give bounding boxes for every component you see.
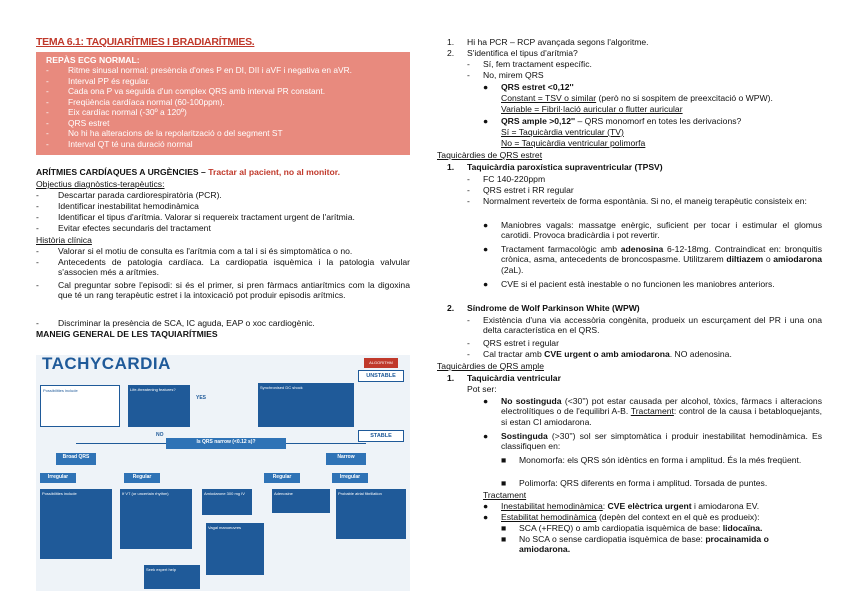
stable-label: STABLE: [358, 430, 404, 442]
arritmies-heading: [36, 167, 340, 177]
tachycardia-algorithm-image: [36, 355, 410, 591]
list-item: - Eix cardíac normal (-30º a 120º): [68, 107, 410, 118]
list-item: ■ No SCA o sense cardiopatia isquèmica de base: procainamida o amiodarona.: [501, 534, 769, 555]
flow-box: Amiodarone 300 mg IV: [202, 489, 252, 515]
objectius-title: Objectius diagnòstics-terapèutics:: [36, 179, 165, 189]
list-item: - Antecedents de patologia cardíaca. La cardiopatia isquèmica i la patologia valvular s'associen més a arítmies.: [36, 257, 410, 278]
list-item: Constant = TSV o similar (però no si sospitem de preexcitació o WPW).: [501, 93, 773, 103]
list-item: Tractament: [483, 490, 527, 500]
flow-box: Life-threatening features?: [128, 385, 190, 427]
list-item: - Freqüència cardíaca normal (60-100ppm).: [68, 97, 410, 108]
list-item: - Cal preguntar sobre l'episodi: si és el primer, si pren fàrmacs antiarítmics com la digoxina que té un rang terapèutic estret i la intoxicació pot produir episodis arítmics.: [36, 280, 410, 301]
list-item: ● CVE si el pacient està inestable o no funcionen les maniobres anteriors.: [483, 279, 775, 289]
list-item: - QRS estret: [68, 118, 410, 129]
flow-box: Probable atrial fibrillation: [336, 489, 406, 539]
flow-box: Synchronised DC shock: [258, 383, 354, 427]
flow-box: Vagal manoeuvres: [206, 523, 264, 575]
list-item: ● Sostinguda (>30'') sol ser simptomàtica i produir inestabilitat hemodinàmica. Es classifiquen en:: [483, 431, 822, 452]
flow-box: Broad QRS: [56, 453, 96, 465]
flow-box: Regular: [124, 473, 160, 483]
flow-box: Irregular: [40, 473, 76, 483]
ecg-review-heading: REPÀS ECG NORMAL:: [46, 55, 140, 65]
flow-box: Narrow: [326, 453, 366, 465]
flow-box: Possibilities include: [40, 489, 112, 559]
ecg-review-box: [36, 52, 410, 155]
flow-box: Regular: [264, 473, 300, 483]
flow-box: Seek expert help: [144, 565, 200, 589]
flow-label: YES: [196, 395, 207, 401]
section-title: Taquicàrdies de QRS estret: [437, 150, 543, 160]
arrow: [76, 443, 166, 444]
list-item: Pot ser:: [467, 384, 497, 394]
list-item: - Cada ona P va seguida d'un complex QRS amb interval PR constant.: [68, 86, 410, 97]
algorithm-title: TACHYCARDIA: [42, 355, 171, 373]
flow-box: Irregular: [332, 473, 368, 483]
flow-box: Possibilities include: [40, 385, 120, 427]
flow-box: Is QRS narrow (<0.12 s)?: [166, 438, 286, 449]
list-item: ● Tractament farmacològic amb adenosina 6-12-18mg. Contraindicat en: bronquitis crònica, asma, antecedents de broncospasme. Utilitzarem diltiazem o amiodarona (2aL).: [483, 244, 823, 275]
list-item: ■ Monomorfa: els QRS són idèntics en forma i amplitud. És la més freqüent.: [501, 455, 802, 465]
list-item: - Interval PP és regular.: [68, 76, 410, 87]
list-item: - Ritme sinusal normal: presència d'ones P en DI, DII i aVF i negativa en aVR.: [68, 65, 410, 76]
list-item: ■ Polimorfa: QRS diferents en forma i amplitud. Torsada de puntes.: [501, 478, 768, 488]
page-title: TEMA 6.1: TAQUIARÍTMIES I BRADIARÍTMIES.: [36, 36, 255, 48]
heading-highlight: Tractar al pacient, no al monitor.: [208, 167, 341, 177]
flow-box: If VT (or uncertain rhythm): [120, 489, 192, 549]
list-item: ● No sostinguda (<30'') pot estar causada per alcohol, tòxics, fàrmacs i alteracions electrolítiques o de l'equilibri A-B. Tractament: control de la causa i betabloquejants, si estan CI amiodarona.: [483, 396, 823, 427]
unstable-label: UNSTABLE: [358, 370, 404, 382]
list-item: - Normalment reverteix de forma espontània. Si no, el maneig terapèutic consisteix en:: [467, 196, 807, 206]
list-item: Variable = Fibril·lació auricular o flutter auricular: [501, 104, 683, 114]
ecg-review-list: [36, 65, 410, 149]
list-item: ● Maniobres vagals: massatge enèrgic, suficient per tocar i estimular el glomus carotidi. Provoca bradicàrdia i pot revertir.: [483, 220, 822, 241]
flow-box: Adenosine: [272, 489, 330, 513]
section-title: Taquicàrdies de QRS ample: [437, 361, 544, 371]
list-item: - Valorar si el motiu de consulta es l'arítmia com a tal i si és simptomàtica o no.: [36, 246, 353, 256]
list-item: - Existència d'una via accessòria congènita, produeix un escurçament del PR i una ona delta característica en el QRS.: [467, 315, 822, 336]
list-item: Sí = Taquicàrdia ventricular (TV): [501, 127, 624, 137]
flow-label: NO: [156, 432, 164, 438]
section-heading: ARÍTMIES CARDÍAQUES A URGÈNCIES –: [36, 167, 206, 177]
list-item: - Interval QT té una duració normal: [68, 139, 410, 150]
list-item: - Discriminar la presència de SCA, IC aguda, EAP o xoc cardiogènic.: [36, 318, 315, 328]
historia-title: Història clínica: [36, 235, 92, 245]
list-item: - No hi ha alteracions de la repolarització o del segment ST: [68, 128, 410, 139]
algorithm-logo: ALGORITHM: [364, 358, 398, 368]
list-item: No = Taquicàrdia ventricular polimorfa: [501, 138, 646, 148]
maneig-heading: MANEIG GENERAL DE LES TAQUIARÍTMIES: [36, 329, 218, 339]
arrow: [286, 443, 366, 444]
